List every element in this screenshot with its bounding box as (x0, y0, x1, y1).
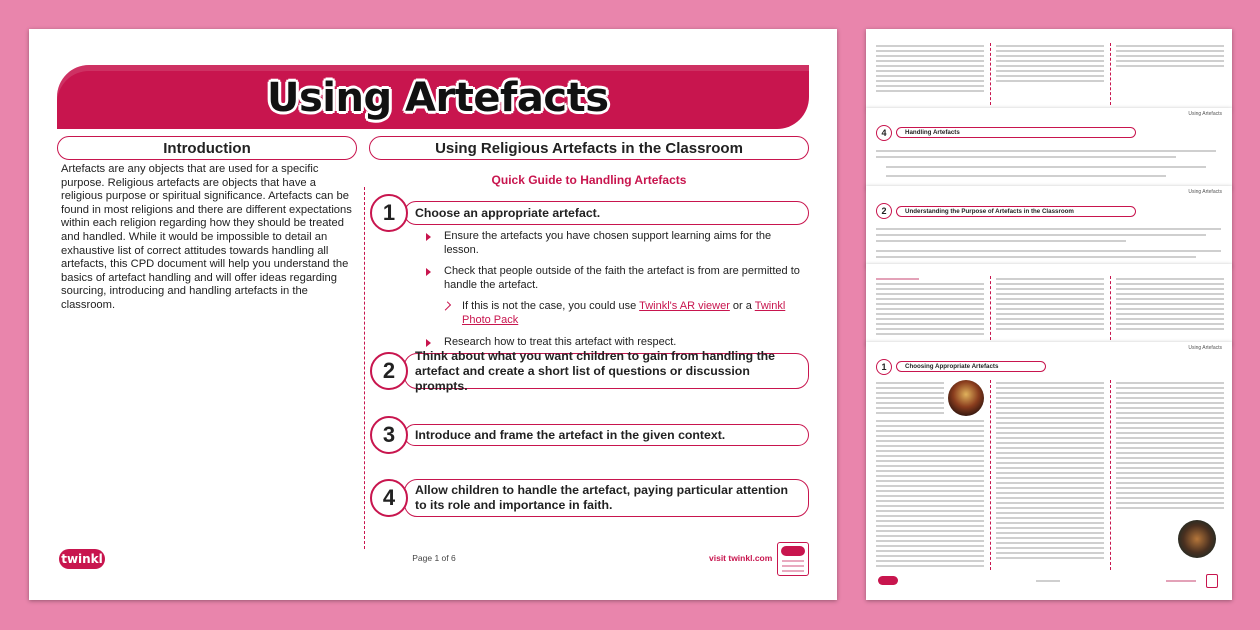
step-2-text: Think about what you want children to gain from handling the artefact and create a short list of questions or discussion prompts. (415, 348, 776, 393)
section-heading: Choosing Appropriate Artefacts (896, 361, 1046, 372)
classroom-heading: Using Religious Artefacts in the Classroom (369, 136, 809, 160)
step-1-bullets (424, 230, 809, 357)
stacked-page-b (866, 108, 1232, 188)
page-title: Using Artefacts (267, 75, 609, 121)
document-page-1 (29, 29, 837, 600)
column-divider (364, 187, 365, 549)
introduction-heading: Introduction (57, 136, 357, 160)
step-3-box (404, 424, 809, 446)
step-2-number: 2 (370, 352, 408, 390)
column-divider (1110, 276, 1111, 340)
page-header: Using Artefacts (1188, 345, 1222, 351)
step-4-number: 4 (370, 479, 408, 517)
ar-viewer-link[interactable]: Twinkl's AR viewer (639, 300, 730, 313)
quality-badge-icon (777, 542, 809, 576)
stacked-page-d (866, 264, 1232, 344)
bullet-item: Research how to treat this artefact with respect. (424, 336, 809, 350)
sub-bullet-mid: or a (729, 300, 755, 313)
column-divider (990, 43, 991, 105)
bullet-item: Check that people outside of the faith the artefact is from are permitted to handle the artefact. (424, 265, 809, 292)
twinkl-url[interactable]: visit twinkl.com (709, 553, 773, 563)
bullet-item: Ensure the artefacts you have chosen support learning aims for the lesson. (424, 230, 809, 257)
section-number: 4 (876, 125, 892, 141)
artefact-image (1178, 520, 1216, 558)
column-divider (1110, 43, 1111, 105)
step-1-number: 1 (370, 194, 408, 232)
stacked-page-a (866, 29, 1232, 109)
sub-bullet-prefix: If this is not the case, you could use (462, 300, 640, 313)
section-heading: Handling Artefacts (896, 127, 1136, 138)
page-number: Page 1 of 6 (412, 553, 456, 563)
stacked-page-c (866, 186, 1232, 266)
artefact-image (948, 380, 984, 416)
step-3-number: 3 (370, 416, 408, 454)
column-divider (990, 380, 991, 570)
twinkl-logo-icon (878, 576, 898, 585)
section-number: 1 (876, 359, 892, 375)
page-header: Using Artefacts (1188, 111, 1222, 117)
section-number: 2 (876, 203, 892, 219)
column-divider (990, 276, 991, 340)
step-1-text: Choose an appropriate artefact. (415, 205, 601, 220)
section-heading: Understanding the Purpose of Artefacts in the Classroom (896, 206, 1136, 217)
stacked-page-e (866, 342, 1232, 600)
step-3-text: Introduce and frame the artefact in the given context. (415, 427, 726, 442)
step-2-box (404, 348, 809, 393)
photo-pack-link[interactable]: Twinkl Photo Pack (462, 300, 786, 326)
step-1-box (404, 201, 809, 225)
page-header: Using Artefacts (1188, 189, 1222, 195)
step-4-box (404, 479, 809, 517)
introduction-text: Artefacts are any objects that are used for a specific purpose. Religious artefacts are objects that have a religious purpose or spiritual significance. Artefacts can be found in most religions and there are different expectations within each religion regarding how they should be treated and handled. While it would be impossible to detail an exhaustive list of correct attitudes towards handling all artefacts, this CPD document will help you understand the basics of artefact handling and will offer ideas regarding sourcing, introducing and handling artefacts in the classroom. (61, 163, 352, 311)
step-4-text: Allow children to handle the artefact, paying particular attention to its role and importance in faith. (415, 483, 789, 512)
quick-guide-heading: Quick Guide to Handling Artefacts (491, 173, 687, 187)
column-divider (1110, 380, 1111, 570)
sub-bullet-item (442, 300, 809, 327)
quality-badge-icon (1206, 574, 1218, 588)
twinkl-logo[interactable]: twinkl (59, 549, 105, 569)
